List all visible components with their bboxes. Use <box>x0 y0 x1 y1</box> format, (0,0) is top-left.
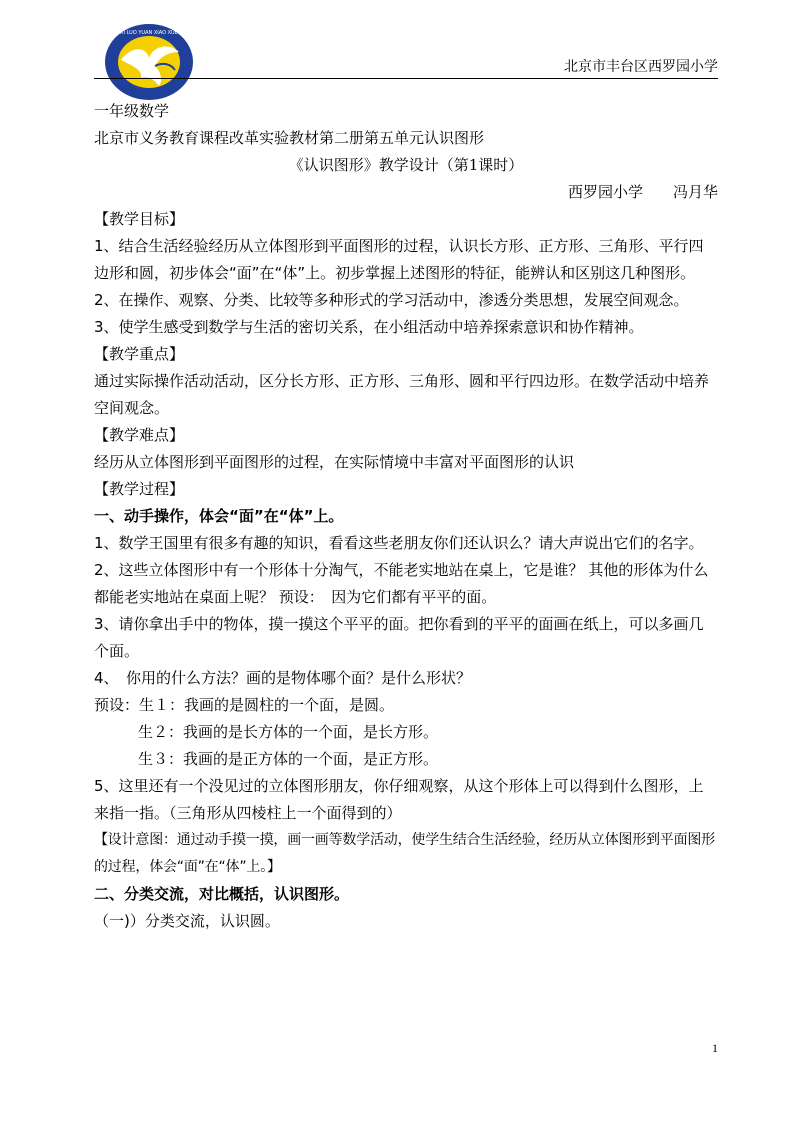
header-divider <box>94 78 718 79</box>
goal-item: 1、结合生活经验经历从立体图形到平面图形的过程，认识长方形、正方形、三角形、平行四边形和圆，初步体会“面”在“体”上。初步掌握上述图形的特征，能辨认和区别这几种图形。 <box>94 237 704 282</box>
step-item: 1、数学王国里有很多有趣的知识，看看这些老朋友你们还认识么？请大声说出它们的名字。 <box>94 534 704 552</box>
material-source: 北京市义务教育课程改革实验教材第二册第五单元认识图形 <box>94 129 485 147</box>
logo-text: XI LUO YUAN XIAO XUE <box>120 30 178 36</box>
step-item: 5、这里还有一个没见过的立体图形朋友，你仔细观察，从这个形体上可以得到什么图形，上来指一指。（三角形从四棱柱上一个面得到的） <box>94 777 704 822</box>
step-item: 2、这些立体图形中有一个形体十分淘气，不能老实地站在桌上，它是谁？ 其他的形体为什么都能老实地站在桌面上呢？ 预设： 因为它们都有平平的面。 <box>94 561 709 606</box>
school-logo <box>103 22 195 102</box>
goals-heading: 【教学目标】 <box>94 210 185 228</box>
key-points-heading: 【教学重点】 <box>94 345 185 363</box>
key-points-text: 通过实际操作活动活动，区分长方形、正方形、三角形、圆和平行四边形。在数学活动中培养空间观念。 <box>94 372 710 417</box>
step-item: 4、 你用的什么方法？画的是物体哪个面？是什么形状？ <box>94 669 472 687</box>
part-one-heading: 一、动手操作，体会“面”在“体”上。 <box>94 507 344 525</box>
subsection-heading: （一)）分类交流，认识圆。 <box>94 912 280 930</box>
author-line: 西罗园小学 冯月华 <box>567 183 718 201</box>
process-heading: 【教学过程】 <box>94 480 185 498</box>
preset-answer: 生２：我画的是长方体的一个面，是长方形。 <box>138 723 439 741</box>
school-name-header: 北京市丰台区西罗园小学 <box>564 59 718 75</box>
difficulty-heading: 【教学难点】 <box>94 426 185 444</box>
goal-item: 2、在操作、观察、分类、比较等多种形式的学习活动中，渗透分类思想，发展空间观念。 <box>94 291 689 309</box>
preset-answer: 生３：我画的是正方体的一个面，是正方形。 <box>138 750 439 768</box>
part-two-heading: 二、分类交流，对比概括，认识图形。 <box>94 885 350 903</box>
page-number: 1 <box>712 1041 718 1055</box>
step-item: 3、请你拿出手中的物体，摸一摸这个平平的面。把你看到的平平的面画在纸上，可以多画几个面。 <box>94 615 704 660</box>
preset-answer: 预设：生１：我画的是圆柱的一个面，是圆。 <box>94 696 395 714</box>
grade-label: 一年级数学 <box>94 102 170 120</box>
design-intent: 【设计意图：通过动手摸一摸，画一画等数学活动，使学生结合生活经验，经历从立体图形到平面图形的过程，体会“面”在“体”上。】 <box>94 832 715 875</box>
difficulty-text: 经历从立体图形到平面图形的过程，在实际情境中丰富对平面图形的认识 <box>94 453 575 471</box>
goal-item: 3、使学生感受到数学与生活的密切关系，在小组活动中培养探索意识和协作精神。 <box>94 318 644 336</box>
lesson-plan-body <box>94 98 718 935</box>
document-title: 《认识图形》教学设计（第1课时） <box>288 156 524 174</box>
